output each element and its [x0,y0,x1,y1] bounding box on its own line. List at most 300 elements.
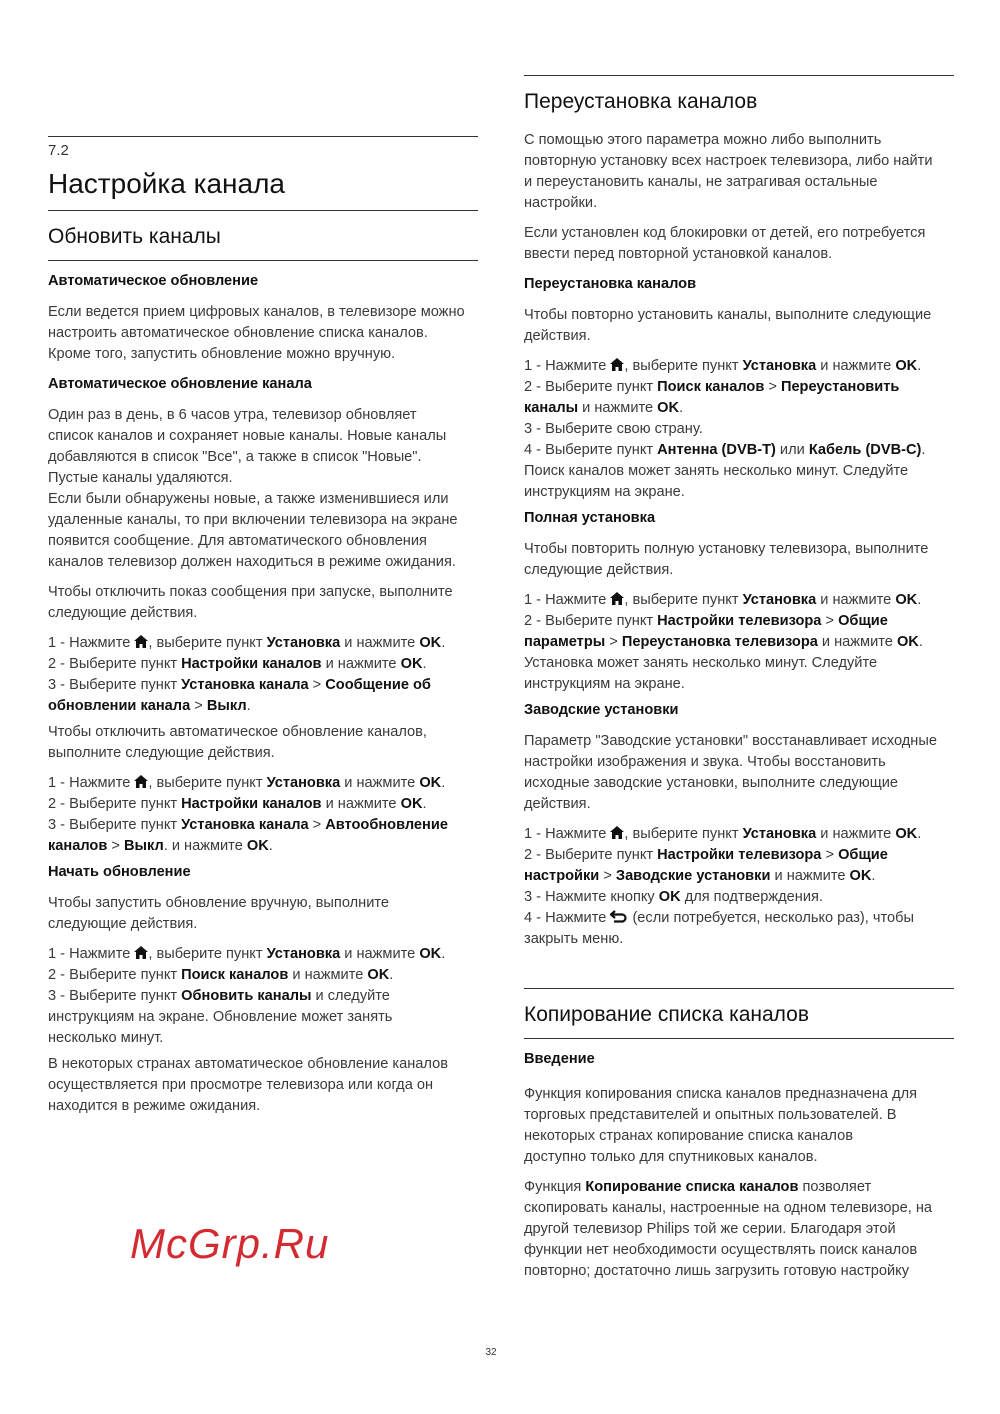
paragraph [524,539,954,581]
text-line [48,654,478,675]
text: инструкциям на экране. [524,676,685,692]
text: 1 - Нажмите [524,592,611,608]
text-line [48,893,478,914]
text-line [524,653,954,674]
bold-text: Установка [266,775,341,791]
text: и переустановить каналы, не затрагивая остальные [524,174,878,190]
text-line [524,824,954,845]
text-line [48,1096,478,1117]
section-heading [48,223,478,261]
text: 1 - Нажмите [48,775,135,791]
text-line [524,461,954,482]
paragraph [48,302,478,365]
text: Полная установка [524,510,656,526]
text: Функция [524,1179,586,1195]
text: 3 - Выберите пункт [48,677,182,693]
text: и нажмите [816,358,896,374]
text-line [524,151,954,172]
bold-text: Установка канала [181,817,309,833]
text: или [775,442,809,458]
subsection-heading [48,374,478,395]
text: Кроме того, запустить обновление можно вручную. [48,346,396,362]
text: следующие действия. [48,916,198,932]
text: ввести перед повторной установкой каналов. [524,246,833,262]
bold-text: Настройки телевизора [657,613,822,629]
bold-text: Переустановить [780,379,900,395]
text: . [441,635,446,651]
text: . [441,775,446,791]
text-line [48,794,478,815]
text: > [308,817,326,833]
text: и нажмите [770,868,850,884]
text: несколько минут. [48,1030,164,1046]
home-icon [610,591,624,604]
text: Параметр "Заводские установки" восстанавливает исходные [524,733,937,749]
text: 3 - Выберите пункт [48,817,182,833]
text-line [48,986,478,1007]
bold-text: Установка [742,358,817,374]
bold-text: OK [895,358,918,374]
text: и нажмите [321,796,401,812]
text-line [524,398,954,419]
bold-text: Установка [742,826,817,842]
text: и нажмите [816,826,896,842]
text: и нажмите [578,400,658,416]
left-column [48,136,478,1126]
text: скопировать каналы, настроенные на одном телевизоре, на [524,1200,933,1216]
bold-text: Копирование списка каналов [585,1179,799,1195]
text-line [524,929,954,950]
text-line [524,244,954,265]
paragraph [48,722,478,764]
text: Автоматическое обновление [48,273,259,289]
bold-text: каналов [48,838,108,854]
text-line [48,140,478,162]
text: торговых представителей и опытных пользователей. В [524,1107,897,1123]
text: . [422,796,427,812]
bold-text: настройки [524,868,600,884]
bold-text: Установка [742,592,817,608]
instruction-list [48,944,478,1049]
text-line [48,965,478,986]
text-line [524,1261,954,1282]
bold-text: Обновить каналы [181,988,312,1004]
text: Установка может занять несколько минут. Следуйте [524,655,878,671]
text-line [524,866,954,887]
text: . [389,967,394,983]
bold-text: Настройки телевизора [657,847,822,863]
text-line [48,582,478,603]
text-line [48,633,478,654]
text-line [524,632,954,653]
text-line [48,302,478,323]
text: Переустановка каналов [524,276,697,292]
text-line [524,508,954,529]
text: инструкциям на экране. [524,484,685,500]
text: Начать обновление [48,864,191,880]
instruction-list [48,773,478,857]
bold-text: Выкл [206,698,247,714]
text: 2 - Выберите пункт [524,613,658,629]
text: Если были обнаружены новые, а также изменившиеся или [48,491,449,507]
text-line [48,1054,478,1075]
bold-text: OK [658,889,681,905]
text: > [821,847,839,863]
bold-text: Сообщение об [325,677,431,693]
text: функции нет необходимости осуществлять поиск каналов [524,1242,918,1258]
text: > [308,677,326,693]
text: действия. [524,328,591,344]
text: В некоторых странах автоматическое обновление каналов [48,1056,448,1072]
bold-text: Поиск каналов [181,967,289,983]
text-line [524,88,954,116]
text: исходные заводские установки, выполните следующие [524,775,898,791]
bold-text: OK [895,592,918,608]
bold-text: OK [367,967,390,983]
paragraph [48,582,478,624]
text: . [917,826,922,842]
section-heading [524,988,954,1039]
text-line [524,172,954,193]
text-line [524,1147,954,1168]
text-line [524,731,954,752]
back-icon [610,909,628,922]
text-line [48,743,478,764]
paragraph [48,1054,478,1117]
text: список каналов и сохраняет новые каналы. Новые каналы [48,428,447,444]
instruction-list [524,356,954,503]
text: , выберите пункт [624,826,743,842]
text: С помощью этого параметра можно либо выполнить [524,132,882,148]
text: для подтверждения. [680,889,823,905]
bold-text: обновлении канала [48,698,191,714]
text: Если ведется прием цифровых каналов, в телевизоре можно [48,304,465,320]
text: некоторых странах копирование списка каналов [524,1128,853,1144]
text-line [524,274,954,295]
text-line [524,700,954,721]
text-line [48,773,478,794]
text: инструкциям на экране. Обновление может занять [48,1009,393,1025]
instruction-list [524,824,954,950]
text-line [524,1240,954,1261]
text: следующие действия. [48,605,198,621]
text-line [48,722,478,743]
text: 1 - Нажмите [48,946,135,962]
subsection-heading [524,508,954,529]
text-line [48,1075,478,1096]
text: каналов телевизор должен находиться в режиме ожидания. [48,554,456,570]
text-line [524,326,954,347]
text: Автоматическое обновление канала [48,376,312,392]
text-line [524,590,954,611]
subsection-heading [524,700,954,721]
text-line [48,489,478,510]
text: 1 - Нажмите [524,826,611,842]
bold-text: OK [657,400,680,416]
bold-text: Заводские установки [615,868,771,884]
instruction-list [48,633,478,717]
text-line [48,271,478,292]
text: выполните следующие действия. [48,745,275,761]
text: . [246,698,251,714]
home-icon [610,357,624,370]
text-line [524,1198,954,1219]
text: Чтобы повторно установить каналы, выполните следующие [524,307,932,323]
text-line [524,1049,954,1070]
home-icon [610,825,624,838]
text-line [48,510,478,531]
text: и нажмите [340,775,420,791]
text: Чтобы повторить полную установку телевизора, выполните [524,541,929,557]
text-line [524,611,954,632]
text-line [524,305,954,326]
bold-text: OK [849,868,872,884]
text: > [605,634,622,650]
subsection-heading [48,271,478,292]
text: и нажмите [816,592,896,608]
text: Функция копирования списка каналов предназначена для [524,1086,918,1102]
text: . [268,838,273,854]
text-line [48,675,478,696]
text: . [871,868,876,884]
text-line [48,468,478,489]
text-line [48,552,478,573]
text: и нажмите [340,946,420,962]
paragraph [524,223,954,265]
text: повторную установку всех настроек телевизора, либо найти [524,153,933,169]
text: 1 - Нажмите [48,635,135,651]
text: 4 - Нажмите [524,910,611,926]
text-line [48,167,478,201]
text: закрыть меню. [524,931,624,947]
text-line [48,862,478,883]
text: , выберите пункт [624,592,743,608]
text: настройки. [524,195,598,211]
text-line [524,908,954,929]
text-line [524,1219,954,1240]
text: Переустановка каналов [524,90,758,113]
bold-text: Настройки каналов [181,796,322,812]
paragraph [48,405,478,573]
text: , выберите пункт [148,635,267,651]
text: Введение [524,1051,595,1067]
text-line [48,374,478,395]
text: . [917,592,922,608]
text: и нажмите [817,634,897,650]
text-line [48,1007,478,1028]
text: 2 - Выберите пункт [48,656,182,672]
bold-text: OK [419,635,442,651]
text: (если потребуется, несколько раз), чтобы [628,910,914,926]
paragraph [524,1177,954,1282]
text: 3 - Нажмите кнопку [524,889,659,905]
paragraph [524,130,954,214]
text: . [679,400,684,416]
text: настройки изображения и звука. Чтобы восстановить [524,754,886,770]
text: следующие действия. [524,562,674,578]
text-line [524,560,954,581]
text: Заводские установки [524,702,679,718]
bold-text: OK [419,946,442,962]
text: . [918,634,923,650]
section-number [48,140,478,162]
bold-text: Антенна (DVB-T) [657,442,776,458]
subsection-heading [524,274,954,295]
text-line [524,482,954,503]
text: и нажмите [288,967,368,983]
text: доступно только для спутниковых каналов. [524,1149,818,1165]
text-line [48,405,478,426]
text: Если установлен код блокировки от детей, его потребуется [524,225,926,241]
paragraph [48,893,478,935]
text: действия. [524,796,591,812]
text: Чтобы отключить автоматическое обновление каналов, [48,724,427,740]
section-heading [524,75,954,116]
bold-text: Поиск каналов [657,379,765,395]
text-line [524,674,954,695]
text-line [524,356,954,377]
paragraph [524,731,954,815]
bold-text: OK [896,634,919,650]
text: находится в режиме ожидания. [48,1098,261,1114]
text-line [524,1126,954,1147]
text: , выберите пункт [624,358,743,374]
text-line [524,377,954,398]
bold-text: OK [246,838,269,854]
text: и следуйте [311,988,390,1004]
text-line [48,1028,478,1049]
instruction-list [524,590,954,695]
text: . [917,358,922,374]
text: Копирование списка каналов [524,1003,810,1026]
text-line [524,130,954,151]
text: > [821,613,839,629]
text-line [524,193,954,214]
paragraph [524,305,954,347]
home-icon [134,945,148,958]
text: Один раз в день, в 6 часов утра, телевизор обновляет [48,407,417,423]
text: . [921,442,926,458]
text-line [48,223,478,251]
text: > [764,379,781,395]
paragraph [524,1084,954,1168]
text: удаленные каналы, то при включении телевизора на экране [48,512,458,528]
bold-text: Установка канала [181,677,309,693]
text: , выберите пункт [148,775,267,791]
text-line [48,323,478,344]
bold-text: OK [419,775,442,791]
text-line [524,845,954,866]
text: Чтобы запустить обновление вручную, выполните [48,895,389,911]
text-line [48,426,478,447]
text-line [524,223,954,244]
text-line [524,887,954,908]
subsection-heading [524,1049,954,1070]
text: повторно; достаточно лишь загрузить готовую настройку [524,1263,910,1279]
bold-text: Кабель (DVB-C) [808,442,922,458]
text: > [599,868,616,884]
bold-text: OK [400,796,423,812]
text-line [524,752,954,773]
text-line [48,815,478,836]
text-line [524,440,954,461]
bold-text: Автообновление [325,817,448,833]
text-line [48,531,478,552]
text: и нажмите [340,635,420,651]
bold-text: OK [400,656,423,672]
text: и нажмите [321,656,401,672]
text: 2 - Выберите пункт [48,967,182,983]
text: 3 - Выберите свою страну. [524,421,703,437]
text-line [524,1001,954,1029]
text: настроить автоматическое обновление списка каналов. [48,325,428,341]
text: Пустые каналы удаляются. [48,470,233,486]
text-line [524,1084,954,1105]
text: . [441,946,446,962]
bold-text: Общие [838,613,888,629]
text: 4 - Выберите пункт [524,442,658,458]
text-line [48,603,478,624]
text-line [48,914,478,935]
right-column [524,75,954,1291]
watermark: McGrp.Ru [130,1220,330,1267]
home-icon [134,774,148,787]
bold-text: Установка [266,635,341,651]
bold-text: Настройки каналов [181,656,322,672]
text: , выберите пункт [148,946,267,962]
text-line [524,773,954,794]
text-line [524,539,954,560]
home-icon [134,634,148,647]
bold-text: Общие [838,847,888,863]
page-title [48,167,478,211]
bold-text: Установка [266,946,341,962]
text: > [107,838,124,854]
text-line [48,944,478,965]
text-line [48,344,478,365]
text: другой телевизор Philips той же серии. Благодаря этой [524,1221,896,1237]
bold-text: OK [895,826,918,842]
subsection-heading [48,862,478,883]
text-line [524,1105,954,1126]
text: 1 - Нажмите [524,358,611,374]
text: Чтобы отключить показ сообщения при запуске, выполните [48,584,453,600]
bold-text: Выкл [123,838,164,854]
text-line [524,419,954,440]
text: 2 - Выберите пункт [524,379,658,395]
text: 7.2 [48,142,69,159]
text: осуществляется при просмотре телевизора или когда он [48,1077,434,1093]
text: 3 - Выберите пункт [48,988,182,1004]
text: Обновить каналы [48,225,221,248]
text: 2 - Выберите пункт [48,796,182,812]
text: 2 - Выберите пункт [524,847,658,863]
bold-text: Переустановка телевизора [621,634,818,650]
text: Поиск каналов может занять несколько минут. Следуйте [524,463,909,479]
text: появится сообщение. Для автоматического обновления [48,533,427,549]
text-line [524,794,954,815]
bold-text: каналы [524,400,579,416]
text: > [190,698,207,714]
bold-text: параметры [524,634,606,650]
text: добавляются в список "Все", а также в список "Новые". [48,449,422,465]
text-line [48,447,478,468]
text-line [48,836,478,857]
text: . [422,656,427,672]
text-line [48,696,478,717]
text-line [524,1177,954,1198]
page-number: 32 [485,1347,497,1358]
